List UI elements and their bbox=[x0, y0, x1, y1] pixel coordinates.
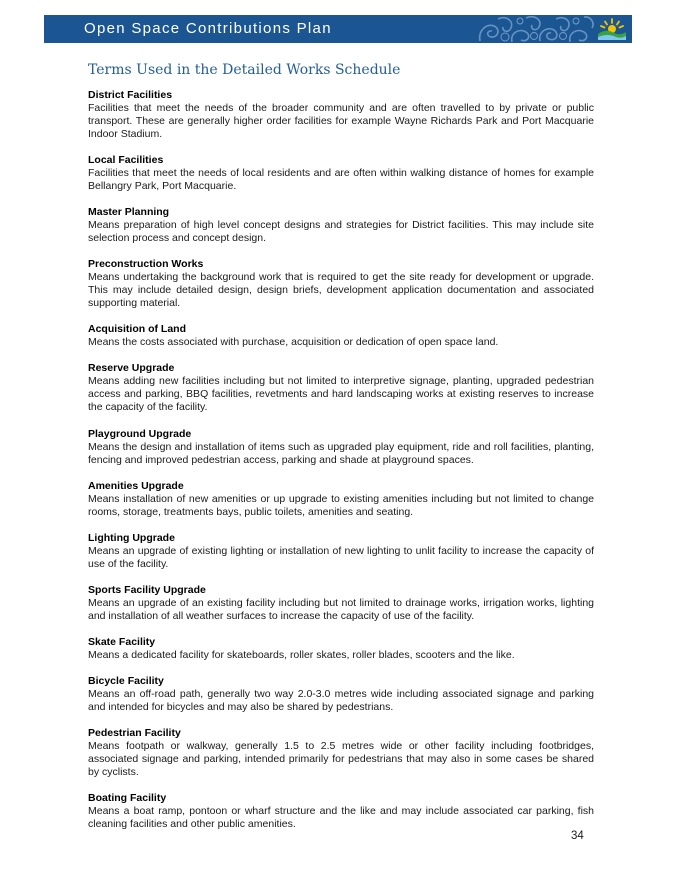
term-definition: Facilities that meet the needs of the broader community and are often travelled to by private or public transport. These are generally higher order facilities for example Wayne Richards Park and Port Macquarie Indoor Stadium. bbox=[88, 102, 594, 140]
term-definition: Means adding new facilities including but not limited to interpretive signage, planting, upgraded pedestrian access and parking, BBQ facilities, revetments and hard landscaping works at existing reserves to increase the capacity of the facility. bbox=[88, 375, 594, 414]
term-item bbox=[88, 636, 594, 662]
term-title: Local Facilities bbox=[88, 154, 164, 167]
term-definition: Means installation of new amenities or up upgrade to existing amenities including but not limited to change rooms, storage, treatments bays, public toilets, amenities and seating. bbox=[88, 492, 594, 518]
council-logo-icon bbox=[594, 16, 630, 42]
header-banner bbox=[44, 15, 632, 43]
term-item bbox=[88, 727, 594, 779]
term-item bbox=[88, 362, 594, 414]
term-title: Reserve Upgrade bbox=[88, 362, 175, 375]
term-item bbox=[88, 532, 594, 571]
term-definition: Means a boat ramp, pontoon or wharf structure and the like and may include associated car parking, fish cleaning facilities and other public amenities. bbox=[88, 805, 594, 831]
term-title: Lighting Upgrade bbox=[88, 531, 175, 544]
term-definition: Facilities that meet the needs of local residents and are often within walking distance of homes for example Bellangry Park, Port Macquarie. bbox=[88, 167, 594, 193]
term-definition: Means preparation of high level concept designs and strategies for District facilities. This may include site selection process and concept design. bbox=[88, 219, 594, 245]
terms-list bbox=[88, 89, 594, 844]
swirl-pattern-icon bbox=[476, 15, 594, 43]
term-definition: Means a dedicated facility for skateboards, roller skates, roller blades, scooters and the like. bbox=[88, 648, 515, 661]
term-title: District Facilities bbox=[88, 89, 173, 101]
term-item bbox=[88, 89, 594, 141]
term-item bbox=[88, 584, 594, 623]
term-title: Playground Upgrade bbox=[88, 427, 192, 440]
term-item bbox=[88, 323, 594, 349]
term-item bbox=[88, 206, 594, 245]
term-item bbox=[88, 258, 594, 310]
document-title: Open Space Contributions Plan bbox=[84, 20, 332, 37]
term-title: Acquisition of Land bbox=[88, 323, 186, 336]
section-heading: Terms Used in the Detailed Works Schedule bbox=[88, 62, 401, 78]
term-item bbox=[88, 428, 594, 467]
term-definition: Means footpath or walkway, generally 1.5 to 2.5 metres wide or other facility including footbridges, associated signage and parking, intended primarily for pedestrians that may also in some cases be shared by cyclists. bbox=[88, 740, 594, 779]
term-definition: Means an off-road path, generally two way 2.0-3.0 metres wide including associated signage and parking and intended for bicycles and may also be shared by pedestrians. bbox=[88, 688, 594, 714]
term-title: Bicycle Facility bbox=[88, 675, 164, 688]
term-definition: Means undertaking the background work that is required to get the site ready for development or upgrade. This may include detailed design, design briefs, development application documentation and associated supporting material. bbox=[88, 271, 594, 310]
term-item bbox=[88, 480, 594, 519]
term-definition: Means the design and installation of items such as upgraded play equipment, ride and roll facilities, planting, fencing and improved pedestrian access, parking and shade at playground spaces. bbox=[88, 440, 594, 466]
page-number: 34 bbox=[571, 830, 584, 842]
term-item bbox=[88, 675, 594, 714]
term-item bbox=[88, 154, 594, 193]
term-definition: Means the costs associated with purchase, acquisition or dedication of open space land. bbox=[88, 336, 499, 349]
term-item bbox=[88, 792, 594, 831]
term-title: Sports Facility Upgrade bbox=[88, 583, 206, 596]
term-title: Skate Facility bbox=[88, 635, 156, 648]
term-definition: Means an upgrade of existing lighting or installation of new lighting to unlit facility to increase the capacity of use of the facility. bbox=[88, 544, 594, 570]
term-title: Amenities Upgrade bbox=[88, 479, 184, 492]
term-title: Boating Facility bbox=[88, 792, 167, 805]
term-title: Pedestrian Facility bbox=[88, 727, 181, 740]
term-definition: Means an upgrade of an existing facility including but not limited to drainage works, irrigation works, lighting and installation of all weather surfaces to increase the capacity of use of the facility. bbox=[88, 596, 594, 622]
term-title: Master Planning bbox=[88, 206, 170, 219]
term-title: Preconstruction Works bbox=[88, 258, 204, 271]
